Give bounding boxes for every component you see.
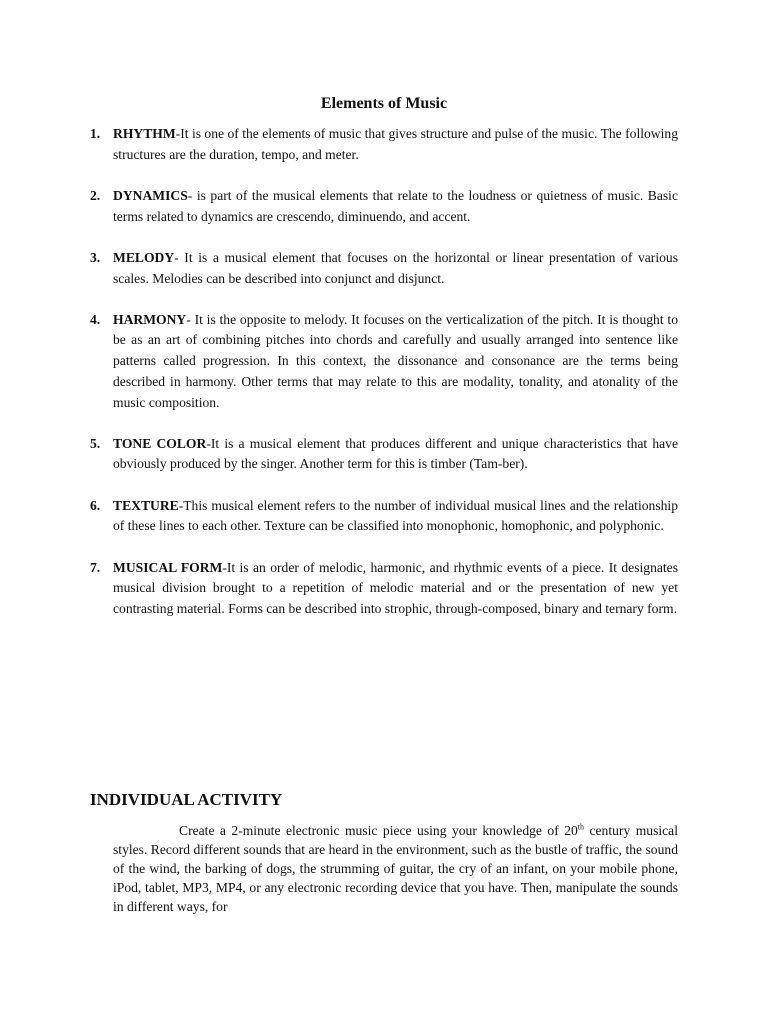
list-item-body: [113, 496, 678, 537]
list-item-description: -This musical element refers to the number of individual musical lines and the relationship of these lines to each other. Texture can be classified into monophonic, homophonic, and polyphonic.: [113, 497, 678, 534]
list-item-number: 5.: [90, 435, 101, 451]
list-item-body: [113, 124, 678, 165]
activity-heading: INDIVIDUAL ACTIVITY: [90, 790, 283, 809]
list-item-texture: [90, 496, 678, 537]
list-item-number: 4.: [90, 311, 101, 327]
list-item-dynamics: [90, 186, 678, 227]
list-item-harmony: [90, 310, 678, 414]
list-item-description: -It is a musical element that produces different and unique characteristics that have obviously produced by the singer. Another term for this is timber (Tam-ber).: [113, 435, 679, 472]
list-item-tone-color: [90, 434, 678, 475]
list-item-term: TONE COLOR: [113, 435, 207, 451]
list-item-number: 2.: [90, 187, 101, 203]
list-item-number: 7.: [90, 559, 101, 575]
list-item-melody: [90, 248, 678, 289]
list-item-description: -It is an order of melodic, harmonic, and rhythmic events of a piece. It designates musical division brought to a repetition of melodic material and or the presentation of new yet contrasting material. Forms can be described into strophic, through-composed, binary and ternary form.: [113, 559, 679, 616]
list-item-term: TEXTURE: [113, 497, 179, 513]
list-item-body: [113, 186, 678, 227]
activity-paragraph: [113, 821, 678, 916]
document-title: Elements of Music: [320, 95, 448, 112]
list-item-description: - It is a musical element that focuses on the horizontal or linear presentation of various scales. Melodies can be described into conjunct and disjunct.: [113, 249, 678, 286]
list-item-term: RHYTHM: [113, 126, 176, 141]
list-item-term: HARMONY: [113, 311, 187, 327]
activity-text-rest: century musical styles. Record different sounds that are heard in the environment, such as the bustle of traffic, the sound of the wind, the barking of dogs, the strumming of guitar, the cry of an infant, on your mobile phone, iPod, tablet, MP3, MP4, or any electronic recording device that you have. Then, manipulate the sounds in different ways, for: [113, 823, 678, 914]
list-item-musical-form: [90, 558, 678, 620]
list-item-body: [113, 434, 678, 475]
activity-superscript: th: [577, 822, 585, 832]
list-item-description: - is part of the musical elements that relate to the loudness or quietness of music. Basic terms related to dynamics are crescendo, diminuendo, and accent.: [113, 187, 678, 224]
list-item-number: 6.: [90, 497, 101, 513]
activity-text-start: Create a 2-minute electronic music piece using your knowledge of 20: [179, 823, 578, 838]
list-item-rhythm: [90, 124, 678, 165]
list-item-body: [113, 558, 678, 620]
list-item-term: MELODY: [113, 249, 175, 265]
list-item-description: -It is one of the elements of music that gives structure and pulse of the music. The following structures are the duration, tempo, and meter.: [113, 126, 678, 162]
list-item-body: [113, 248, 678, 289]
list-item-body: [113, 310, 678, 414]
list-item-term: DYNAMICS: [113, 187, 188, 203]
list-item-term: MUSICAL FORM: [113, 559, 223, 575]
list-item-number: 3.: [90, 249, 101, 265]
list-item-description: - It is the opposite to melody. It focuses on the verticalization of the pitch. It is thought to be as an art of combining pitches into chords and carefully and usually arranged into sentence like patterns called progression. In this context, the dissonance and consonance are the terms being described in harmony. Other terms that may relate to this are modality, tonality, and atonality of the music composition.: [113, 311, 678, 410]
elements-list: [90, 124, 678, 640]
list-item-number: 1.: [90, 126, 101, 141]
